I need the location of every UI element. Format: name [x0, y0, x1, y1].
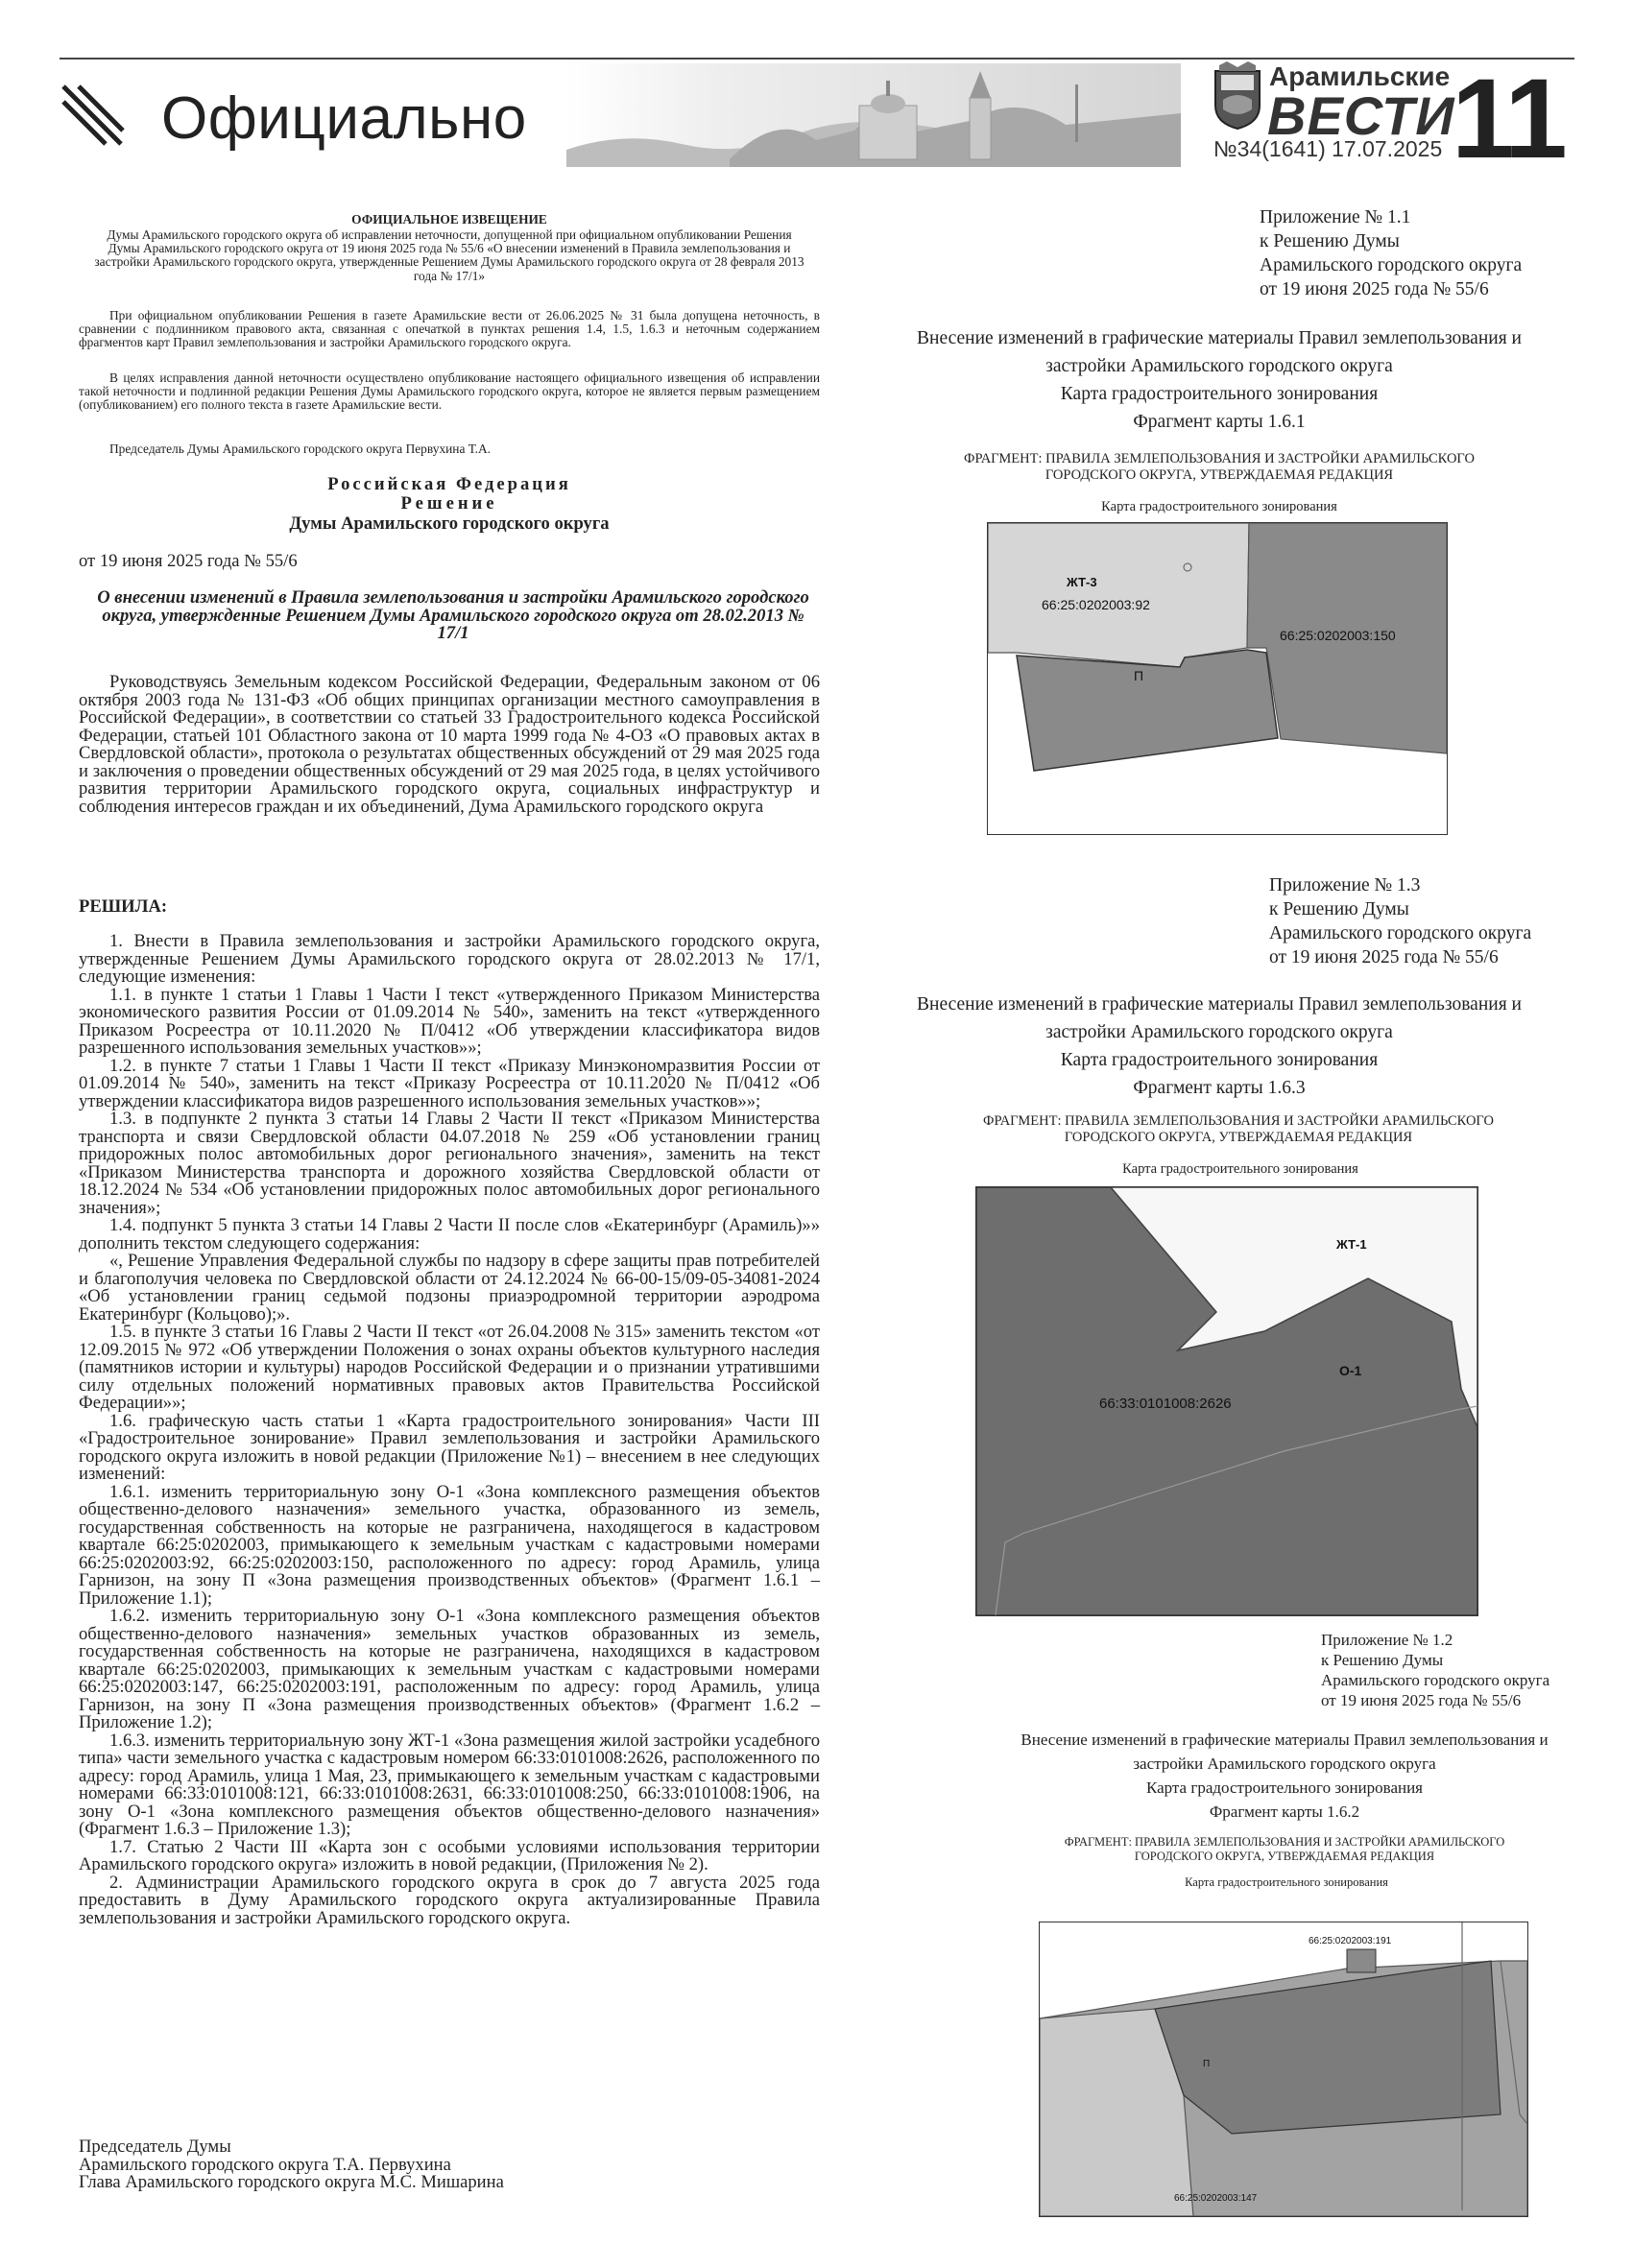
- annex-title-line: застройки Арамильского городского округа: [1133, 1755, 1436, 1773]
- annex-line: от 19 июня 2025 года № 55/6: [1269, 947, 1499, 967]
- annex-1-3-title: [874, 991, 1565, 1102]
- slashes-icon: [60, 81, 127, 148]
- annex-title-line: Внесение изменений в графические материалы Правил землепользования и: [917, 328, 1522, 348]
- annex-1-2-title: [987, 1728, 1582, 1824]
- annex-1-1-fragment: [883, 451, 1555, 484]
- map-fragment-1-6-3: [975, 1186, 1478, 1616]
- annex-title-line: застройки Арамильского городского округа: [1045, 1022, 1393, 1042]
- map-label-zone: О-1: [1339, 1363, 1362, 1378]
- church-panorama-image: [566, 63, 1181, 167]
- item-1-6-2: 1.6.2. изменить территориальную зону О-1 «Зона комплексного размещения объектов общественно-делового назначения» земельных участков образованных из земель, государственная собственность на которые не разграничена, находящихся в кадастровом квартале 66:25:0202003, примыкающих к земельным участкам с кадастровыми номерами 66:25:0202003:147, 66:25:0202003:191, расположенным по адресу: город Арамиль, улица Гарнизон, на зону П «Зона размещения производственных объектов» (Фрагмент 1.6.2 – Приложение 1.2);: [79, 1606, 820, 1732]
- map-label-cadastral: 66:25:0202003:191: [1309, 1936, 1392, 1946]
- item-1-7: 1.7. Статью 2 Части III «Карта зон с особыми условиями использования территории Арамильского городского округа» изложить в новой редакции, (Приложения № 2).: [79, 1836, 820, 1874]
- item-1-6: 1.6. графическую часть статьи 1 «Карта градостроительного зонирования» Части III «Градостроительное зонирование» Правил землепользования и застройки Арамильского городского округа изложить в новой редакции (Приложение №1) – внесением в нее следующих изменений:: [79, 1410, 820, 1484]
- decision-country: Российская Федерация: [327, 474, 571, 494]
- annex-1-3-fragment: [902, 1113, 1574, 1146]
- item-2: 2. Администрации Арамильского городского округа в срок до 7 августа 2025 года предоставить в Думу Арамильского городского округа актуализированные Правила землепользования и застройки Арамильского городского округа.: [79, 1872, 820, 1928]
- town-emblem-icon: [1212, 61, 1263, 131]
- annex-1-3-header: [1269, 873, 1531, 969]
- annex-line: Арамильского городского округа: [1260, 255, 1523, 275]
- decision-authority: Думы Арамильского городского округа: [289, 513, 610, 534]
- notice-title: ОФИЦИАЛЬНОЕ ИЗВЕЩЕНИЕ: [351, 212, 547, 227]
- annex-line: Арамильского городского округа: [1321, 1671, 1550, 1689]
- annex-line: Приложение № 1.3: [1269, 875, 1421, 895]
- map-label-cadastral: 66:33:0101008:2626: [1099, 1396, 1232, 1412]
- annex-line: Арамильского городского округа: [1269, 923, 1532, 943]
- item-1-6-3: 1.6.3. изменить территориальную зону ЖТ-1 «Зона размещения жилой застройки усадебного типа» части земельного участка с кадастровым номером 66:33:0101008:2626, расположенного по адресу: город Арамиль, улица 1 Мая, 23, примыкающего к земельным участкам с кадастровыми номерами 66:33:0101008:121, 66:33:0101008:2631, 66:33:0101008:250, 66:33:0101008:1906, на зону О-1 «Зона комплексного размещения объектов общественно-делового назначения» (Фрагмент 1.6.3 – Приложение 1.3);: [79, 1730, 820, 1839]
- item-1-6-1: 1.6.1. изменить территориальную зону О-1 «Зона комплексного размещения объектов общественно-делового назначения» земельного участка, образованного из земель, государственная собственность на которые не разграничена, находящегося в кадастровом квартале 66:25:0202003, примыкающего к земельным участкам с кадастровыми номерами 66:25:0202003:92, 66:25:0202003:150, расположенного по адресу: город Арамиль, улица Гарнизон, на зону П «Зона размещения производственных объектов» (Фрагмент 1.6.1 – Приложение 1.1);: [79, 1481, 820, 1609]
- annex-1-2-map-caption: Карта градостроительного зонирования: [1185, 1875, 1388, 1889]
- fragment-line: ГОРОДСКОГО ОКРУГА, УТВЕРЖДАЕМАЯ РЕДАКЦИЯ: [1134, 1850, 1435, 1863]
- map-fragment-1-6-2: [1039, 1922, 1528, 2217]
- newspaper-logo-main: ВЕСТИ: [1267, 85, 1455, 146]
- map-label-zone: ЖТ-1: [1336, 1237, 1367, 1252]
- annex-line: Приложение № 1.1: [1260, 207, 1411, 227]
- header-top-rule: [60, 58, 1574, 60]
- decision-heading: Решение: [400, 493, 498, 513]
- map-label-zone: П: [1134, 668, 1144, 683]
- section-title: Официально: [161, 85, 527, 152]
- issue-number-date: №34(1641) 17.07.2025: [1213, 136, 1443, 161]
- map-label-cadastral: 66:25:0202003:92: [1042, 597, 1150, 612]
- map-label-zone: ЖТ-3: [1067, 575, 1097, 589]
- item-1-5: 1.5. в пункте 3 статьи 16 Главы 2 Части II текст «от 26.04.2008 № 315» заменить текстом «от 12.09.2015 № 972 «Об утверждении Положения о зонах охраны объектов культурного наследия (памятников истории и культуры) народов Российской Федерации и о признании утратившими силу отдельных положений нормативных правовых актов Правительства Российской Федерации»»;: [79, 1322, 820, 1413]
- annex-title-line: Карта градостроительного зонирования: [1060, 384, 1379, 404]
- annex-1-1-map-caption: Карта градостроительного зонирования: [1101, 499, 1337, 514]
- fragment-line: ФРАГМЕНТ: ПРАВИЛА ЗЕМЛЕПОЛЬЗОВАНИЯ И ЗАСТРОЙКИ АРАМИЛЬСКОГО: [964, 451, 1475, 466]
- item-1: 1. Внести в Правила землепользования и застройки Арамильского городского округа, утвержденные Решением Думы Арамильского городского округа от 28.02.2013 № 17/1, следующие изменения:: [79, 931, 820, 987]
- signature-line-2: Арамильского городского округа Т.А. Первухина: [79, 2154, 451, 2175]
- signature-line-3: Глава Арамильского городского округа М.С. Мишарина: [79, 2172, 504, 2192]
- notice-signer: Председатель Думы Арамильского городского округа Первухина Т.А.: [109, 442, 491, 456]
- decision-resolved: РЕШИЛА:: [79, 896, 168, 917]
- item-1-2: 1.2. в пункте 7 статьи 1 Главы 1 Части II текст «Приказу Минэкономразвития России от 01.09.2014 № 540», заменить на текст «Приказу Росреестра от 10.11.2020 № П/0412 «Об утверждении классификатора видов разрешенного использования земельных участков»»;: [79, 1055, 820, 1111]
- annex-title-line: застройки Арамильского городского округа: [1045, 356, 1393, 376]
- annex-1-2-header: [1321, 1630, 1549, 1710]
- item-1-4-text: «, Решение Управления Федеральной службы по надзору в сфере защиты прав потребителей и благополучия человека по Свердловской области от 24.12.2024 № 66-00-15/09-05-34081-2024 «Об установлении границ седьмой подзоны приаэродромной территории аэродрома Екатеринбург (Кольцово);».: [79, 1251, 820, 1325]
- map-fragment-1-6-1: [987, 522, 1448, 835]
- annex-title-line: Фрагмент карты 1.6.2: [1209, 1802, 1360, 1821]
- annex-title-line: Фрагмент карты 1.6.3: [1133, 1078, 1306, 1098]
- fragment-line: ФРАГМЕНТ: ПРАВИЛА ЗЕМЛЕПОЛЬЗОВАНИЯ И ЗАСТРОЙКИ АРАМИЛЬСКОГО: [983, 1113, 1494, 1129]
- annex-line: Приложение № 1.2: [1321, 1631, 1453, 1649]
- signatures: [79, 2138, 820, 2192]
- page-number: 11: [1452, 56, 1564, 182]
- decision-preamble: Руководствуясь Земельным кодексом Российской Федерации, Федеральным законом от 06 октября 2003 года № 131-ФЗ «Об общих принципах организации местного самоуправления в Российской Федерации», в соответствии со статьей 33 Градостроительного кодекса Российской Федерации, статьей 101 Областного закона от 10 марта 1999 года № 4-ОЗ «О правовых актах в Свердловской области», протокола о результатах общественных обсуждений от 29 мая 2025 года и заключения о проведении общественных обсуждений от 29 мая 2025 года, в целях устойчивого развития территории Арамильского городского округа, социальных инфраструктур и соблюдения интересов граждан и их объединений, Дума Арамильского городского округа: [79, 672, 820, 817]
- annex-title-line: Карта градостроительного зонирования: [1060, 1050, 1379, 1070]
- item-1-1: 1.1. в пункте 1 статьи 1 Главы 1 Части I текст «утвержденного Приказом Министерства экономического развития России от 01.09.2014 № 540», заменить на текст «утвержденного Приказом Росреестра от 10.11.2020 № П/0412 «Об утверждении классификатора видов разрешенного использования земельных участков»»;: [79, 984, 820, 1058]
- signature-line-1: Председатель Думы: [79, 2137, 231, 2157]
- fragment-line: ГОРОДСКОГО ОКРУГА, УТВЕРЖДАЕМАЯ РЕДАКЦИЯ: [1064, 1130, 1413, 1145]
- annex-line: от 19 июня 2025 года № 55/6: [1321, 1691, 1522, 1709]
- map-label-cadastral: 66:25:0202003:147: [1174, 2193, 1258, 2204]
- annex-line: к Решению Думы: [1260, 231, 1400, 251]
- newspaper-logo-top: Арамильские: [1269, 61, 1451, 91]
- annex-1-1-title: [874, 324, 1565, 436]
- notice-paragraph-2: В целях исправления данной неточности осуществлено опубликование настоящего официального извещения об исправлении такой неточности и подлинной редакции Решения Думы Арамильского городского округа, которое не является первым размещением (опубликованием) его полного текста в газете Арамильские вести.: [79, 370, 820, 413]
- item-1-4: 1.4. подпункт 5 пункта 3 статьи 14 Главы 2 Части II после слов «Екатеринбург (Арамиль)»» дополнить текстом следующего содержания:: [79, 1215, 820, 1253]
- item-1-3: 1.3. в подпункте 2 пункта 3 статьи 14 Главы 2 Части II текст «Приказом Министерства транспорта и связи Свердловской области 04.07.2018 № 259 «Об установлении границ придорожных полос автомобильных дорог регионального значения», заменить на текст «Приказом Министерства транспорта и дорожного хозяйства Свердловской области от 18.12.2024 № 534 «Об установлении придорожных полос автомобильных дорог регионального значения»;: [79, 1109, 820, 1218]
- notice-paragraph-1: При официальном опубликовании Решения в газете Арамильские вести от 26.06.2025 № 31 была допущена неточность, в сравнении с подлинником правового акта, связанная с опечаткой в пунктах решения 1.4, 1.5, 1.6.3 и неточным содержанием фрагментов карт Правил землепользования и застройки Арамильского городского округа.: [79, 308, 820, 350]
- fragment-line: ФРАГМЕНТ: ПРАВИЛА ЗЕМЛЕПОЛЬЗОВАНИЯ И ЗАСТРОЙКИ АРАМИЛЬСКОГО: [1064, 1835, 1505, 1849]
- annex-1-2-fragment: [1006, 1835, 1563, 1864]
- annex-title-line: Фрагмент карты 1.6.1: [1133, 412, 1306, 432]
- annex-line: к Решению Думы: [1269, 899, 1409, 919]
- fragment-line: ГОРОДСКОГО ОКРУГА, УТВЕРЖДАЕМАЯ РЕДАКЦИЯ: [1045, 467, 1394, 483]
- decision-items: [79, 933, 820, 1927]
- annex-title-line: Карта градостроительного зонирования: [1145, 1779, 1424, 1797]
- decision-title: О внесении изменений в Правила землепользования и застройки Арамильского городского округа, утвержденные Решением Думы Арамильского городского округа от 28.02.2013 № 17/1: [97, 587, 809, 643]
- annex-line: к Решению Думы: [1321, 1651, 1444, 1669]
- annex-1-1-header: [1260, 205, 1522, 301]
- annex-title-line: Внесение изменений в графические материалы Правил землепользования и: [917, 994, 1522, 1015]
- decision-date: от 19 июня 2025 года № 55/6: [79, 551, 298, 571]
- map-label-zone: П: [1203, 2059, 1211, 2069]
- map-label-cadastral: 66:25:0202003:150: [1280, 628, 1396, 643]
- notice-subtitle: Думы Арамильского городского округа об исправлении неточности, допущенной при официальном опубликовании Решения Думы Арамильского городского округа от 19 июня 2025 года № 55/6 «О внесении изменений в Правила землепользования и застройки Арамильского городского округа, утвержденные Решением Думы Арамильского городского округа от 28 февраля 2013 года № 17/1»: [94, 227, 804, 283]
- annex-1-3-map-caption: Карта градостроительного зонирования: [1122, 1161, 1358, 1177]
- annex-title-line: Внесение изменений в графические материалы Правил землепользования и: [1021, 1731, 1549, 1749]
- annex-line: от 19 июня 2025 года № 55/6: [1260, 279, 1489, 299]
